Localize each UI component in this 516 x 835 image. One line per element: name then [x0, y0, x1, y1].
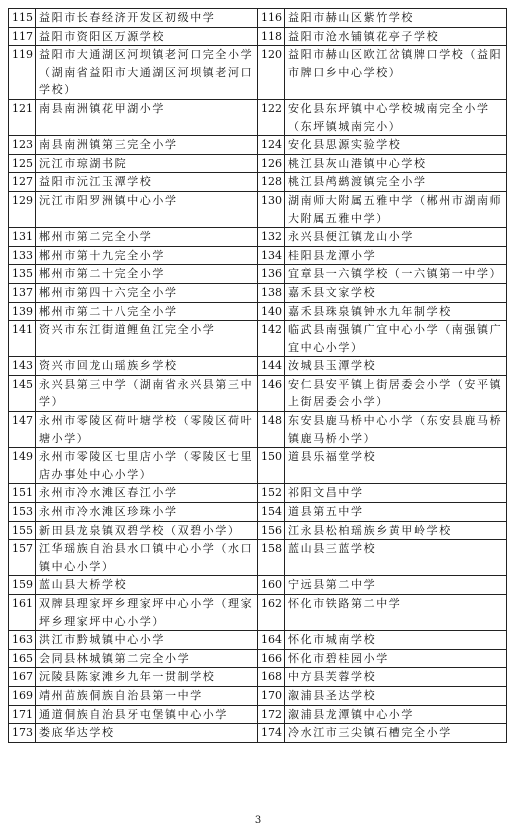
school-name: 永兴县便江镇龙山小学 [285, 228, 507, 247]
school-name: 嘉禾县珠泉镇钟水九年制学校 [285, 302, 507, 321]
school-name: 益阳市资阳区万源学校 [36, 27, 258, 46]
table-row [9, 631, 507, 650]
row-number: 140 [258, 302, 285, 321]
row-number: 162 [258, 595, 285, 631]
row-number: 122 [258, 99, 285, 135]
school-name: 南县南洲镇花甲湖小学 [36, 99, 258, 135]
school-name: 郴州市第二完全小学 [36, 228, 258, 247]
row-number: 125 [9, 154, 36, 173]
table-row [9, 540, 507, 576]
row-number: 155 [9, 521, 36, 540]
row-number: 151 [9, 484, 36, 503]
row-number: 147 [9, 412, 36, 448]
school-name: 安化县东坪镇中心学校城南完全小学（东坪镇城南完小） [285, 99, 507, 135]
row-number: 146 [258, 375, 285, 411]
table-row [9, 448, 507, 484]
table-row [9, 302, 507, 321]
row-number: 119 [9, 46, 36, 100]
school-name: 湖南师大附属五雅中学（郴州市湖南师大附属五雅中学） [285, 191, 507, 227]
row-number: 141 [9, 321, 36, 357]
school-name: 溆浦县圣达学校 [285, 686, 507, 705]
school-name: 郴州市第二十完全小学 [36, 265, 258, 284]
school-name: 洪江市黔城镇中心小学 [36, 631, 258, 650]
school-name: 江华瑶族自治县水口镇中心小学（水口镇中心小学） [36, 540, 258, 576]
school-name: 蓝山县三蓝学校 [285, 540, 507, 576]
school-name: 怀化市铁路第二中学 [285, 595, 507, 631]
school-name: 益阳市赫山区紫竹学校 [285, 9, 507, 28]
table-row [9, 576, 507, 595]
row-number: 163 [9, 631, 36, 650]
row-number: 149 [9, 448, 36, 484]
row-number: 116 [258, 9, 285, 28]
table-row [9, 705, 507, 724]
table-row [9, 668, 507, 687]
school-name: 益阳市赫山区欧江岔镇牌口学校（益阳市牌口乡中心学校） [285, 46, 507, 100]
table-row [9, 27, 507, 46]
school-name: 郴州市第二十八完全小学 [36, 302, 258, 321]
row-number: 129 [9, 191, 36, 227]
table-row [9, 724, 507, 743]
table-row [9, 136, 507, 155]
row-number: 126 [258, 154, 285, 173]
row-number: 135 [9, 265, 36, 284]
row-number: 172 [258, 705, 285, 724]
row-number: 132 [258, 228, 285, 247]
table-row [9, 283, 507, 302]
table-row [9, 228, 507, 247]
row-number: 153 [9, 503, 36, 522]
school-name: 通道侗族自治县牙屯堡镇中心小学 [36, 705, 258, 724]
table-row [9, 173, 507, 192]
row-number: 166 [258, 649, 285, 668]
row-number: 144 [258, 357, 285, 376]
school-name: 宁远县第二中学 [285, 576, 507, 595]
school-name: 永兴县第三中学（湖南省永兴县第三中学） [36, 375, 258, 411]
school-name: 永州市零陵区荷叶塘学校（零陵区荷叶塘小学） [36, 412, 258, 448]
row-number: 128 [258, 173, 285, 192]
row-number: 139 [9, 302, 36, 321]
table-row [9, 412, 507, 448]
row-number: 121 [9, 99, 36, 135]
school-list-table [8, 8, 507, 743]
table-row [9, 484, 507, 503]
school-name: 怀化市城南学校 [285, 631, 507, 650]
school-name: 益阳市沧水铺镇花亭子学校 [285, 27, 507, 46]
table-row [9, 246, 507, 265]
row-number: 143 [9, 357, 36, 376]
school-name: 道县第五中学 [285, 503, 507, 522]
row-number: 118 [258, 27, 285, 46]
row-number: 131 [9, 228, 36, 247]
school-name: 娄底华达学校 [36, 724, 258, 743]
school-list-sheet [8, 8, 507, 743]
school-name: 东安县鹿马桥中心小学（东安县鹿马桥镇鹿马桥小学） [285, 412, 507, 448]
school-name: 双牌县理家坪乡理家坪中心小学（理家坪乡理家坪中心小学） [36, 595, 258, 631]
row-number: 170 [258, 686, 285, 705]
school-name: 资兴市东江街道鲤鱼江完全小学 [36, 321, 258, 357]
table-row [9, 46, 507, 100]
row-number: 167 [9, 668, 36, 687]
school-name: 桂阳县龙潭小学 [285, 246, 507, 265]
row-number: 115 [9, 9, 36, 28]
school-name: 汝城县玉潭学校 [285, 357, 507, 376]
table-row [9, 375, 507, 411]
school-name: 永州市冷水滩区春江小学 [36, 484, 258, 503]
row-number: 117 [9, 27, 36, 46]
school-name: 桃江县灰山港镇中心学校 [285, 154, 507, 173]
table-row [9, 321, 507, 357]
row-number: 137 [9, 283, 36, 302]
school-name: 怀化市碧桂园小学 [285, 649, 507, 668]
table-row [9, 99, 507, 135]
school-list-body [9, 9, 507, 743]
school-name: 沅江市阳罗洲镇中心小学 [36, 191, 258, 227]
school-name: 新田县龙泉镇双碧学校（双碧小学） [36, 521, 258, 540]
school-name: 祁阳文昌中学 [285, 484, 507, 503]
row-number: 145 [9, 375, 36, 411]
school-name: 嘉禾县文家学校 [285, 283, 507, 302]
school-name: 益阳市长春经济开发区初级中学 [36, 9, 258, 28]
school-name: 郴州市第四十六完全小学 [36, 283, 258, 302]
table-row [9, 265, 507, 284]
row-number: 160 [258, 576, 285, 595]
school-name: 会同县林城镇第二完全小学 [36, 649, 258, 668]
school-name: 永州市零陵区七里店小学（零陵区七里店办事处中心小学） [36, 448, 258, 484]
row-number: 174 [258, 724, 285, 743]
school-name: 郴州市第十九完全小学 [36, 246, 258, 265]
school-name: 临武县南强镇广宜中心小学（南强镇广宜中心小学） [285, 321, 507, 357]
row-number: 130 [258, 191, 285, 227]
school-name: 靖州苗族侗族自治县第一中学 [36, 686, 258, 705]
row-number: 142 [258, 321, 285, 357]
school-name: 宜章县一六镇学校（一六镇第一中学） [285, 265, 507, 284]
row-number: 157 [9, 540, 36, 576]
row-number: 171 [9, 705, 36, 724]
row-number: 161 [9, 595, 36, 631]
row-number: 158 [258, 540, 285, 576]
row-number: 120 [258, 46, 285, 100]
row-number: 169 [9, 686, 36, 705]
row-number: 148 [258, 412, 285, 448]
table-row [9, 686, 507, 705]
row-number: 136 [258, 265, 285, 284]
school-name: 江永县松柏瑶族乡黄甲岭学校 [285, 521, 507, 540]
row-number: 133 [9, 246, 36, 265]
school-name: 冷水江市三尖镇石槽完全小学 [285, 724, 507, 743]
table-row [9, 503, 507, 522]
school-name: 南县南洲镇第三完全小学 [36, 136, 258, 155]
row-number: 134 [258, 246, 285, 265]
page-number: 3 [254, 815, 262, 826]
school-name: 安化县思源实验学校 [285, 136, 507, 155]
row-number: 123 [9, 136, 36, 155]
row-number: 154 [258, 503, 285, 522]
school-name: 中方县芙蓉学校 [285, 668, 507, 687]
row-number: 165 [9, 649, 36, 668]
row-number: 152 [258, 484, 285, 503]
table-row [9, 9, 507, 28]
row-number: 173 [9, 724, 36, 743]
school-name: 溆浦县龙潭镇中心小学 [285, 705, 507, 724]
school-name: 蓝山县大桥学校 [36, 576, 258, 595]
table-row [9, 521, 507, 540]
row-number: 159 [9, 576, 36, 595]
row-number: 138 [258, 283, 285, 302]
school-name: 益阳市大通湖区河坝镇老河口完全小学（湖南省益阳市大通湖区河坝镇老河口学校） [36, 46, 258, 100]
school-name: 沅江市琼湖书院 [36, 154, 258, 173]
school-name: 安仁县安平镇上街居委会小学（安平镇上街居委会小学） [285, 375, 507, 411]
school-name: 桃江县鸬鹚渡镇完全小学 [285, 173, 507, 192]
row-number: 127 [9, 173, 36, 192]
school-name: 道县乐福堂学校 [285, 448, 507, 484]
table-row [9, 649, 507, 668]
table-row [9, 191, 507, 227]
row-number: 124 [258, 136, 285, 155]
row-number: 168 [258, 668, 285, 687]
school-name: 益阳市沅江玉潭学校 [36, 173, 258, 192]
table-row [9, 154, 507, 173]
school-name: 永州市冷水滩区珍珠小学 [36, 503, 258, 522]
table-row [9, 595, 507, 631]
row-number: 156 [258, 521, 285, 540]
school-name: 资兴市回龙山瑶族乡学校 [36, 357, 258, 376]
table-row [9, 357, 507, 376]
row-number: 150 [258, 448, 285, 484]
school-name: 沅陵县陈家滩乡九年一贯制学校 [36, 668, 258, 687]
row-number: 164 [258, 631, 285, 650]
